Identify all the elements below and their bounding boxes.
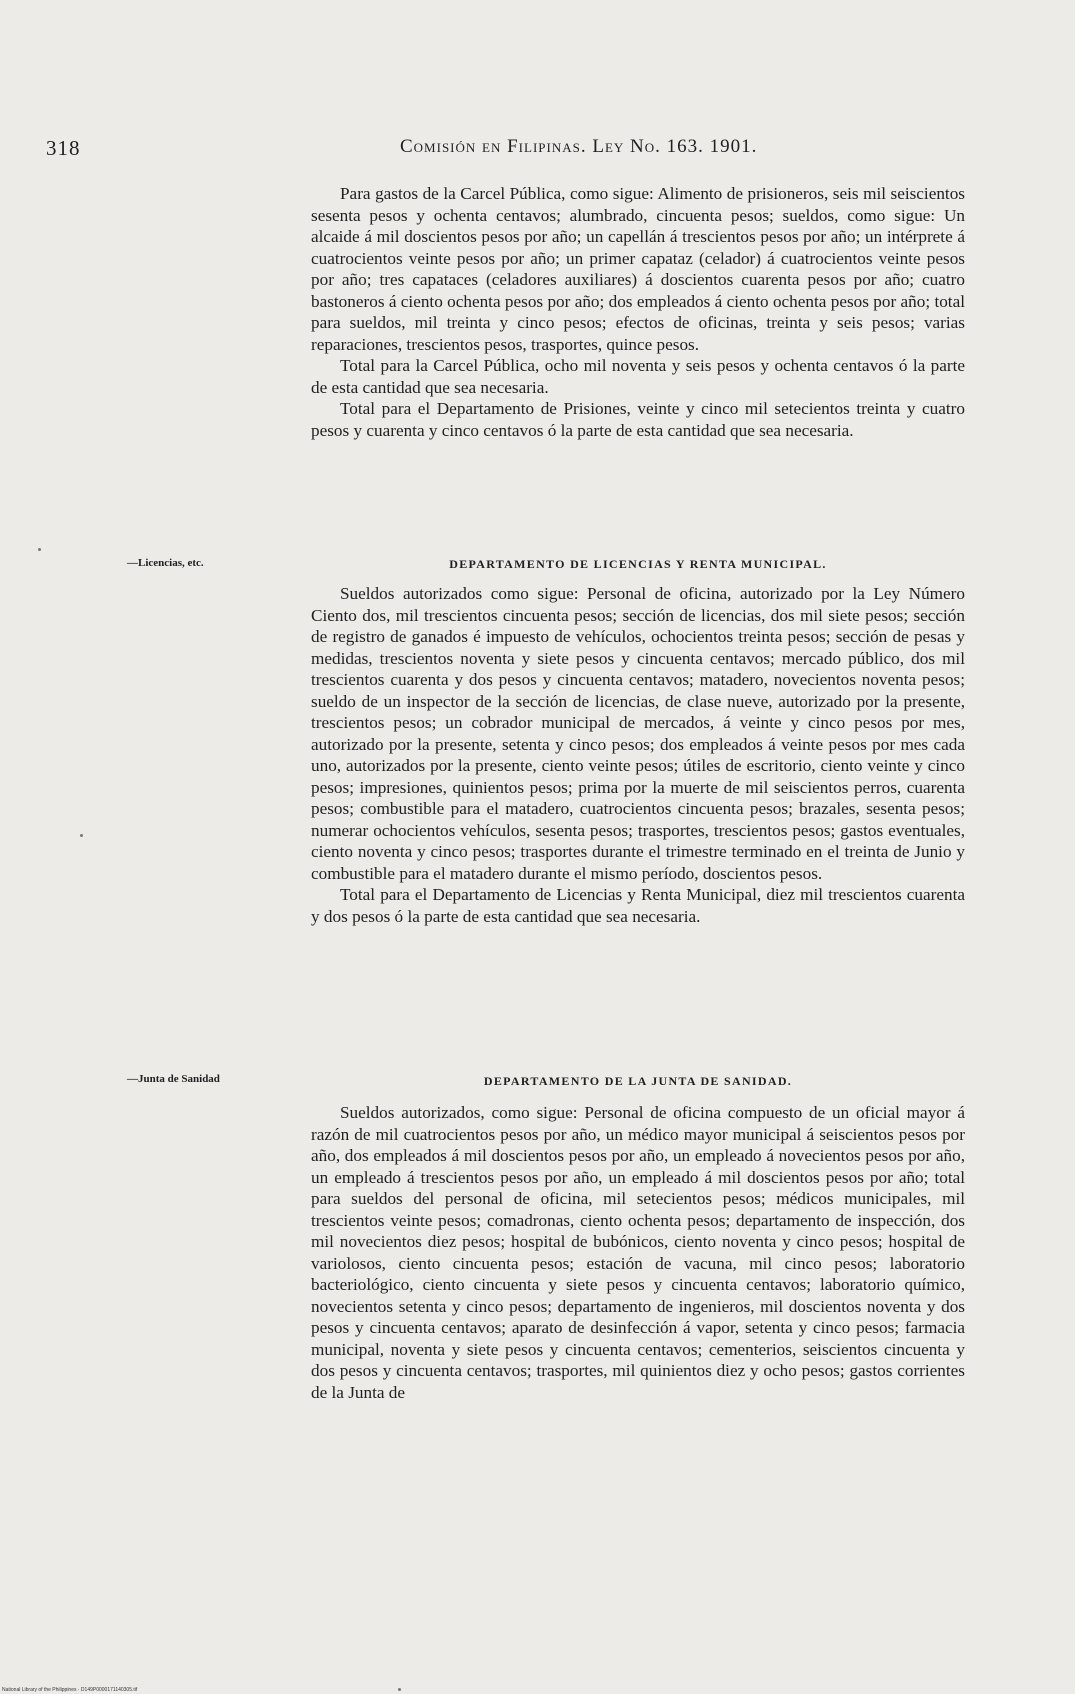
- prisiones-text: [311, 183, 965, 441]
- paragraph: Total para el Departamento de Licencias y Renta Municipal, diez mil trescientos cuarenta y dos pesos ó la parte de esta cantidad que sea necesaria.: [311, 885, 965, 926]
- scan-speck: [80, 834, 83, 837]
- page-number: 318: [46, 136, 81, 160]
- licencias-text: [311, 583, 965, 927]
- running-head: Comisión en Filipinas. Ley No. 163. 1901.: [400, 136, 758, 157]
- margin-note-junta: —Junta de Sanidad: [127, 1073, 220, 1085]
- page-header: [46, 136, 876, 162]
- sanidad-text: [311, 1102, 965, 1403]
- paragraph: Sueldos autorizados como sigue: Personal de oficina, autorizado por la Ley Número Ciento dos, mil trescientos cincuenta pesos; sección de licencias, dos mil siete pesos; sección de registro de ganados é impuesto de vehículos, ochocientos treinta pesos; sección de pesas y medidas, trescientos noventa y siete pesos y cincuenta centavos; mercado público, dos mil trescientos cuarenta y dos pesos y cincuenta centavos; matadero, novecientos noventa pesos; sueldo de un inspector de la sección de licencias, de clase nueve, autorizado por la presente, trescientos pesos; un cobrador municipal de mercados, á veinte y cinco pesos por mes, autorizado por la presente, setenta y cinco pesos; dos empleados á veinte pesos por mes cada uno, autorizados por la presente, ciento veinte pesos; útiles de escritorio, ciento veinte y cinco pesos; impresiones, quinientos pesos; prima por la muerte de mil seiscientos perros, cuarenta pesos; combustible para el matadero, cuatrocientos cincuenta pesos; brazales, sesenta pesos; numerar ochocientos vehículos, sesenta pesos; trasportes, trescientos pesos; gastos eventuales, ciento noventa y cinco pesos; trasportes durante el trimestre terminado en el treinta de Junio y combustible para el matadero durante el mismo período, doscientos pesos.: [311, 584, 965, 883]
- paragraph: Total para la Carcel Pública, ocho mil noventa y seis pesos y ochenta centavos ó la parte de esta cantidad que sea necesaria.: [311, 356, 965, 397]
- paragraph: Total para el Departamento de Prisiones, veinte y cinco mil setecientos treinta y cuatro pesos y cuarenta y cinco centavos ó la parte de esta cantidad que sea necesaria.: [311, 399, 965, 440]
- section-heading-licencias: DEPARTAMENTO DE LICENCIAS Y RENTA MUNICIPAL.: [449, 557, 827, 571]
- paragraph: Sueldos autorizados, como sigue: Personal de oficina compuesto de un oficial mayor á razón de mil cuatrocientos pesos por año, un médico mayor municipal á seiscientos pesos por año, dos empleados á mil doscientos pesos por año, un empleado á novecientos pesos por año, un empleado á trescientos pesos por año, un empleado á mil doscientos pesos por año; total para sueldos del personal de oficina, mil setecientos pesos; médicos municipales, mil trescientos veinte pesos; comadronas, ciento ochenta pesos; departamento de inspección, dos mil novecientos diez pesos; hospital de bubónicos, ciento noventa y cinco pesos; hospital de variolosos, ciento cincuenta pesos; estación de vacuna, mil cinco pesos; laboratorio bacteriológico, ciento cincuenta y siete pesos y cincuenta centavos; laboratorio químico, novecientos setenta y cinco pesos; departamento de ingenieros, mil doscientos noventa y dos pesos y cincuenta centavos; aparato de desinfección á vapor, setenta y cinco pesos; farmacia municipal, noventa y siete pesos y cincuenta centavos; cementerios, seiscientos cincuenta y dos pesos y cincuenta centavos; trasportes, mil quinientos diez y ocho pesos; gastos corrientes de la Junta de: [311, 1103, 965, 1402]
- scan-credit: National Library of the Philippines · D149P0000171140305.tif: [2, 1687, 138, 1693]
- margin-note-licencias: —Licencias, etc.: [127, 557, 204, 569]
- section-heading-sanidad: DEPARTAMENTO DE LA JUNTA DE SANIDAD.: [483, 1074, 793, 1088]
- scan-speck: [38, 548, 41, 551]
- scan-speck: [398, 1688, 401, 1691]
- paragraph: Para gastos de la Carcel Pública, como sigue: Alimento de prisioneros, seis mil seiscientos sesenta pesos y ochenta centavos; alumbrado, cincuenta pesos; sueldos, como sigue: Un alcaide á mil doscientos pesos por año; un capellán á trescientos pesos por año; un intérprete á cuatrocientos veinte pesos por año; un primer capataz (celador) á cuatrocientos veinte pesos por año; tres capataces (celadores auxiliares) á doscientos cuarenta pesos por año; cuatro bastoneros á ciento ochenta pesos por año; dos empleados á ciento ochenta pesos por año; total para sueldos, mil treinta y cinco pesos; efectos de oficinas, treinta y seis pesos; varias reparaciones, trescientos pesos, trasportes, quince pesos.: [311, 184, 965, 354]
